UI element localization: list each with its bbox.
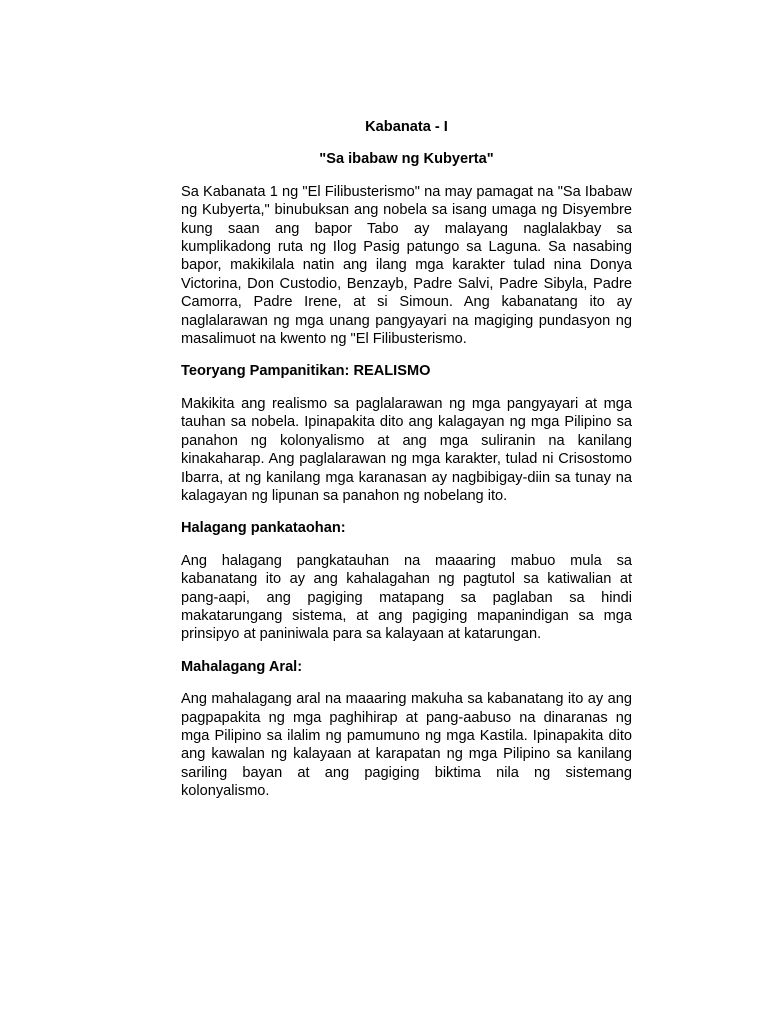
- section-body-realismo: Makikita ang realismo sa paglalarawan ng mga pangyayari at mga tauhan sa nobela. Ipinapakita dito ang kalagayan ng mga Pilipino sa panahon ng kolonyalismo at ang mga suliranin na kanilang kinakaharap. Ang paglalarawan ng mga karakter, tulad ni Crisostomo Ibarra, at ng kanilang mga karanasan ay nagbibigay-diin sa tunay na kalagayan ng lipunan sa panahon ng nobelang ito.: [181, 395, 632, 504]
- intro-paragraph: Sa Kabanata 1 ng "El Filibusterismo" na may pamagat na "Sa Ibabaw ng Kubyerta," binubuksan ang nobela sa isang umaga ng Disyembre kung saan ang bapor Tabo ay malayang naglalakbay sa kumplikadong ruta ng Ilog Pasig patungo sa Laguna. Sa nasabing bapor, makikilala natin ang ilang mga karakter tulad nina Donya Victorina, Don Custodio, Benzayb, Padre Salvi, Padre Sibyla, Padre Camorra, Padre Irene, at si Simoun. Ang kabanatang ito ay naglalarawan ng mga unang pangyayari na magiging pundasyon ng masalimuot na kwento ng "El Filibusterismo.: [181, 183, 632, 348]
- section-heading-realismo: Teoryang Pampanitikan: REALISMO: [181, 363, 431, 380]
- section-heading-halagang-pankataohan: Halagang pankataohan:: [181, 520, 346, 537]
- section-body-halagang-pankataohan: Ang halagang pangkatauhan na maaaring mabuo mula sa kabanatang ito ay ang kahalagahan ng pagtutol sa katiwalian at pang-aapi, ang pagiging matapang sa paglaban sa hindi makatarungang sistema, at ang pagiging mapanindigan sa mga prinsipyo at paniniwala para sa kalayaan at katarungan.: [181, 552, 632, 643]
- document-page: [181, 118, 632, 815]
- chapter-title: Kabanata - I: [365, 119, 448, 135]
- section-body-mahalagang-aral: Ang mahalagang aral na maaaring makuha sa kabanatang ito ay ang pagpapakita ng mga paghihirap at pang-aabuso na dinaranas ng mga Pilipino sa ilalim ng pamumuno ng mga Kastila. Ipinapakita dito ang kawalan ng kalayaan at karapatan ng mga Pilipino sa kanilang sariling bayan at ang pagiging biktima nila ng sistemang kolonyalismo.: [181, 691, 632, 800]
- chapter-subtitle: "Sa ibabaw ng Kubyerta": [319, 151, 494, 168]
- section-heading-mahalagang-aral: Mahalagang Aral:: [181, 658, 303, 675]
